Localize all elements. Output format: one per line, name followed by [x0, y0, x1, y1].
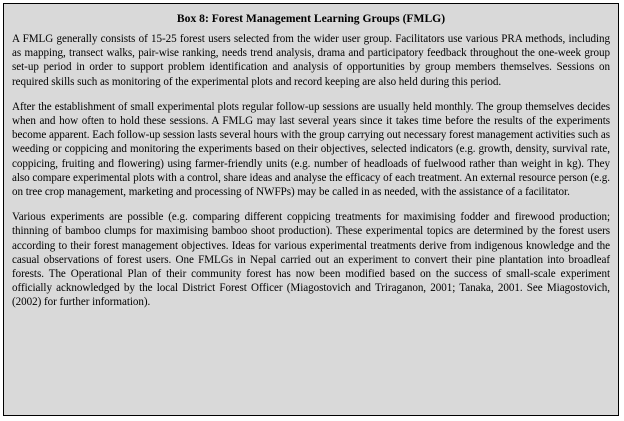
info-box: [3, 3, 619, 416]
box-title: Box 8: Forest Management Learning Groups (FMLG): [176, 12, 446, 25]
paragraph-follow-up-sessions: After the establishment of small experimental plots regular follow-up sessions are usually held monthly. The group themselves decides when and how often to hold these sessions. A FMLG may last several years since it takes time before the results of the experiments become apparent. Each follow-up session lasts several hours with the group carrying out necessary forest management activities such as weeding or coppicing and monitoring the experiments based on their objectives, selected indicators (e.g. growth, density, survival rate, coppicing, fruiting and flowering) using farmer-friendly units (e.g. number of headloads of fuelwood rather than weight in kg). They also compare experimental plots with a control, share ideas and analyse the efficacy of each treatment. An external resource person (e.g. on tree crop management, marketing and processing of NWFPs) may be called in as needed, with the assistance of a facilitator.: [12, 100, 610, 199]
paragraph-experiments: Various experiments are possible (e.g. comparing different coppicing treatments for maximising fodder and firewood production; thinning of bamboo clumps for maximising bamboo shoot production). These experimental topics are determined by the forest users according to their forest management objectives. Ideas for various experimental treatments derive from indigenous knowledge and the casual observations of forest users. One FMLGs in Nepal carried out an experiment to convert their pine plantation into broadleaf forests. The Operational Plan of their community forest has now been modified based on the success of small-scale experiment officially acknowledged by the local District Forest Officer (Miagostovich and Triraganon, 2001; Tanaka, 2001. See Miagostovich, (2002) for further information).: [12, 211, 610, 309]
paragraph-fmlg-overview: A FMLG generally consists of 15-25 forest users selected from the wider user group. Facilitators use various PRA methods, including as mapping, transect walks, pair-wise ranking, needs trend analysis, drama and participatory feedback throughout the one-week group set-up period in order to support problem identification and analysis of opportunities by group members themselves. Sessions on required skills such as monitoring of the experimental plots and record keeping are also held during this period.: [12, 33, 610, 88]
